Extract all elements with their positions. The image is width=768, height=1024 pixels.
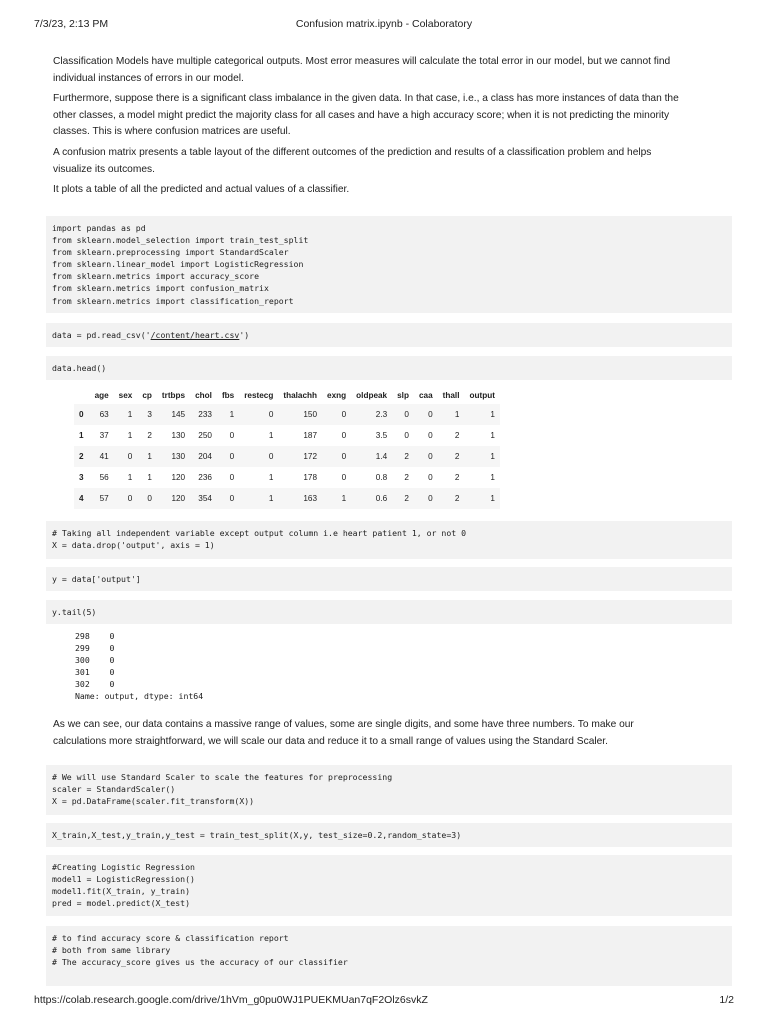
- code-read-csv-prefix: data = pd.read_csv(': [52, 330, 151, 340]
- column-header: exng: [327, 391, 347, 400]
- table-cell: 204: [190, 446, 217, 467]
- column-header: thalachh: [283, 391, 318, 400]
- table-cell: 57: [90, 488, 114, 509]
- table-cell: 0: [114, 446, 138, 467]
- table-cell: 0: [322, 404, 351, 425]
- table-cell: 0: [341, 473, 347, 482]
- column-header: oldpeak: [356, 391, 388, 400]
- column-header: cp: [142, 391, 152, 400]
- table-cell: 0: [239, 446, 278, 467]
- table-row: [74, 446, 500, 467]
- table-cell: 233: [190, 404, 217, 425]
- table-cell: 0: [239, 404, 278, 425]
- table-cell: 1: [127, 473, 133, 482]
- column-header: fbs: [221, 391, 235, 400]
- table-cell: 0: [137, 488, 157, 509]
- column-header: output: [469, 391, 495, 400]
- table-cell: 56: [99, 473, 109, 482]
- notebook-title: Confusion matrix.ipynb - Colaboratory: [295, 18, 473, 30]
- intro-text-cell: [53, 54, 683, 199]
- print-header: [34, 18, 734, 32]
- row-index: 1: [79, 431, 84, 440]
- code-cell-y-assign[interactable]: [46, 567, 732, 591]
- table-cell: 37: [99, 431, 109, 440]
- column-header: slp: [397, 391, 409, 400]
- table-cell: 130: [157, 446, 190, 467]
- row-index: 2: [74, 446, 90, 467]
- csv-path-link[interactable]: /content/heart.csv: [150, 330, 240, 340]
- table-cell: 0: [217, 488, 239, 509]
- code-read-csv-suffix: '): [239, 330, 250, 340]
- code-cell-split[interactable]: [46, 823, 732, 847]
- footer-url[interactable]: https://colab.research.google.com/drive/1hVm_g0pu0WJ1PUEKMUan7qF2Olz6svkZ: [34, 994, 428, 1006]
- code-head: data.head(): [52, 363, 107, 373]
- table-body: [74, 404, 500, 509]
- table-cell: 1: [127, 431, 133, 440]
- table-cell: 0: [229, 473, 235, 482]
- table-cell: 0: [341, 431, 347, 440]
- table-cell: 120: [157, 488, 190, 509]
- table-row: [74, 467, 500, 488]
- table-row: [74, 404, 500, 425]
- table-cell: 1: [490, 431, 495, 440]
- code-tail: y.tail(5): [52, 607, 97, 617]
- print-date: 7/3/23, 2:13 PM: [34, 18, 109, 30]
- scale-text-cell: [53, 717, 683, 750]
- code-cell-scaler[interactable]: [46, 765, 732, 815]
- table-cell: 172: [278, 446, 322, 467]
- code-split: X_train,X_test,y_train,y_test = train_test_split(X,y, test_size=0.2,random_state=3): [52, 830, 462, 840]
- page-number: 1/2: [719, 994, 734, 1006]
- table-cell: 354: [190, 488, 217, 509]
- table-cell: 1: [464, 404, 499, 425]
- intro-paragraph-3: A confusion matrix presents a table layout of the different outcomes of the prediction and results of a classification problem and helps visualize its outcomes.: [53, 146, 652, 175]
- code-cell-head[interactable]: [46, 356, 732, 380]
- intro-paragraph-4: It plots a table of all the predicted and actual values of a classifier.: [53, 184, 350, 196]
- table-cell: 0: [414, 404, 438, 425]
- column-header: sex: [118, 391, 133, 400]
- table-cell: 1: [464, 446, 499, 467]
- code-cell-tail[interactable]: [46, 600, 732, 624]
- table-cell: 0.8: [375, 473, 388, 482]
- row-index: 3: [79, 473, 84, 482]
- print-footer: [34, 994, 734, 1008]
- table-cell: 0: [404, 431, 409, 440]
- table-cell: 1: [490, 473, 495, 482]
- table-cell: 2: [438, 488, 465, 509]
- row-index: 4: [74, 488, 90, 509]
- table-cell: 1: [114, 404, 138, 425]
- table-cell: 2: [147, 431, 152, 440]
- table-cell: 0: [392, 404, 414, 425]
- column-header: age: [94, 391, 109, 400]
- table-cell: 2: [404, 473, 409, 482]
- index-header: [74, 387, 90, 404]
- head-output-table: [74, 387, 500, 509]
- table-cell: 150: [278, 404, 322, 425]
- table-cell: 0: [428, 473, 433, 482]
- table-cell: 2.3: [351, 404, 392, 425]
- intro-paragraph-1: Classification Models have multiple categorical outputs. Most error measures will calculate the total error in our model, but we cannot find individual instances of errors in our model.: [53, 56, 671, 84]
- table-cell: 1: [464, 488, 499, 509]
- column-header: thall: [442, 391, 460, 400]
- table-cell: 2: [454, 431, 460, 440]
- code-report: # to find accuracy score & classification report # both from same library # The accuracy_score gives us the accuracy of our classifier: [52, 933, 348, 968]
- table-cell: 0: [217, 446, 239, 467]
- column-header: caa: [418, 391, 433, 400]
- table-cell: 41: [90, 446, 114, 467]
- table-cell: 120: [171, 473, 186, 482]
- code-y-assign: y = data['output']: [52, 574, 141, 584]
- code-drop: # Taking all independent variable except output column i.e heart patient 1, or not 0 X = data.drop('output', axis = 1): [52, 528, 467, 551]
- table-cell: 1: [268, 431, 274, 440]
- column-header: chol: [195, 391, 212, 400]
- table-row: [74, 425, 500, 446]
- intro-paragraph-2: Furthermore, suppose there is a significant class imbalance in the given data. In that case, i.e., a class has more instances of data than the other classes, a model might predict the majority class for all cases and have a high accuracy score; when it is not predicting the minority classes. This is where confusion matrices are useful.: [53, 93, 679, 138]
- column-header: restecg: [244, 391, 274, 400]
- table-cell: 250: [198, 431, 212, 440]
- table-cell: 178: [303, 473, 318, 482]
- code-cell-read-csv[interactable]: [46, 323, 732, 347]
- table-cell: 187: [303, 431, 318, 440]
- table-cell: 1: [239, 488, 278, 509]
- table-cell: 1: [137, 446, 157, 467]
- code-cell-report[interactable]: [46, 926, 732, 986]
- table-cell: 1: [268, 473, 274, 482]
- table-cell: 236: [198, 473, 212, 482]
- table-cell: 1: [217, 404, 239, 425]
- table-cell: 1: [147, 473, 152, 482]
- table-cell: 0: [414, 488, 438, 509]
- code-read-csv: [52, 329, 732, 341]
- table-header-row: [74, 387, 500, 404]
- table-cell: 0: [114, 488, 138, 509]
- code-cell-imports[interactable]: [46, 216, 732, 313]
- tail-output: 298 0 299 0 300 0 301 0 302 0 Name: output, dtype: int64: [75, 631, 204, 702]
- table-cell: 0: [414, 446, 438, 467]
- scale-paragraph: As we can see, our data contains a massive range of values, some are single digits, and some have three numbers. To make our calculations more straightforward, we will scale our data and reduce it to a small range of values using the Standard Scaler.: [53, 719, 634, 747]
- table-cell: 1.4: [351, 446, 392, 467]
- table-cell: 2: [392, 446, 414, 467]
- code-model: #Creating Logistic Regression model1 = LogisticRegression() model1.fit(X_train, y_train) pred = model.predict(X_test): [52, 862, 195, 909]
- table-cell: 0: [322, 446, 351, 467]
- code-cell-model[interactable]: [46, 855, 732, 916]
- table-cell: 0: [229, 431, 235, 440]
- table-cell: 2: [454, 473, 460, 482]
- code-scaler: # We will use Standard Scaler to scale the features for preprocessing scaler = StandardScaler() X = pd.DataFrame(scaler.fit_transform(X)): [52, 772, 393, 807]
- column-header: trtbps: [161, 391, 186, 400]
- table-cell: 145: [157, 404, 190, 425]
- table-cell: 0.6: [351, 488, 392, 509]
- code-imports: import pandas as pd from sklearn.model_selection import train_test_split from sklearn.preprocessing import StandardScaler from sklearn.linear_model import LogisticRegression from sklearn.metrics import accuracy_score from sklearn.metrics import confusion_matrix from sklearn.metrics import classification_report: [52, 223, 309, 306]
- table-row: [74, 488, 500, 509]
- table-cell: 63: [90, 404, 114, 425]
- table-cell: 1: [322, 488, 351, 509]
- row-index: 0: [74, 404, 90, 425]
- table-cell: 3.5: [375, 431, 388, 440]
- table-cell: 0: [428, 431, 433, 440]
- table-cell: 163: [278, 488, 322, 509]
- table-cell: 2: [392, 488, 414, 509]
- table-cell: 3: [137, 404, 157, 425]
- table-cell: 1: [438, 404, 465, 425]
- code-cell-drop[interactable]: [46, 521, 732, 559]
- table-cell: 130: [171, 431, 186, 440]
- table-cell: 2: [438, 446, 465, 467]
